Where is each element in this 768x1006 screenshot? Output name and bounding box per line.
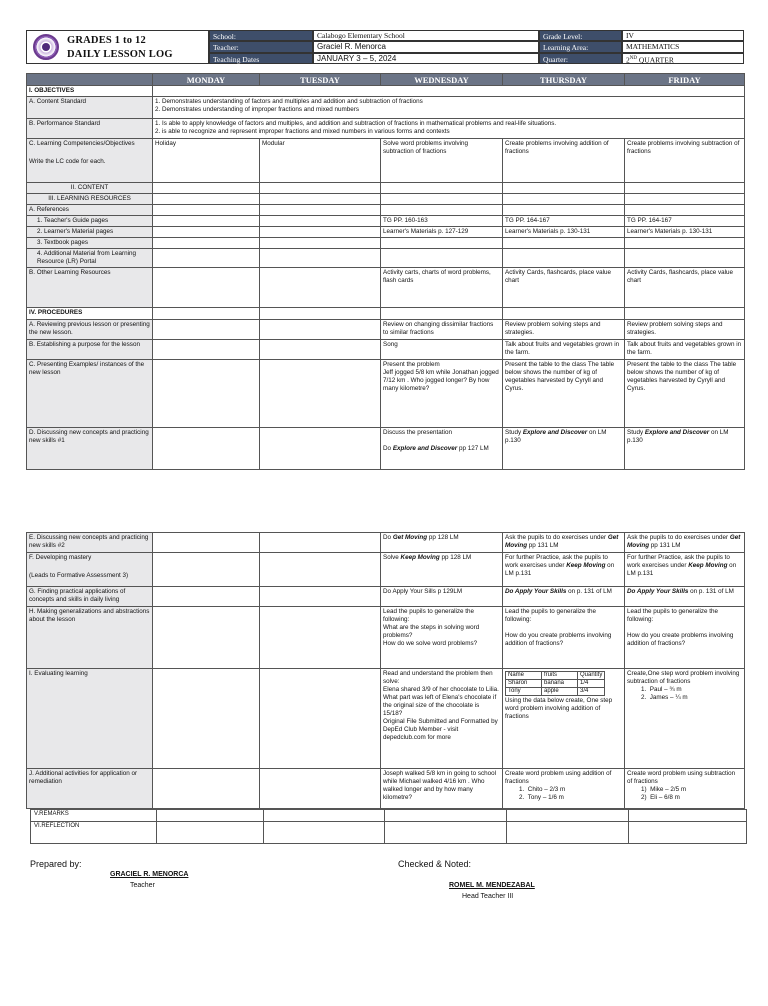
other-thursday: Activity Cards, flashcards, place value chart — [503, 268, 625, 308]
day-header-monday: MONDAY — [153, 74, 260, 86]
lc-monday: Holiday — [153, 139, 260, 183]
content-standard-value: 1. Demonstrates understanding of factors and multiples and addition and subtraction of fractions 2. Demonstrates understanding of improper fractions and mixed numbers — [153, 97, 745, 119]
proc-i-friday: Create,One step word problem involving subtraction of fractions 1. Paul – ¾ m 2. James – ¼ m — [625, 669, 745, 769]
content-standard-label: A. Content Standard — [27, 97, 153, 119]
fruits-table: Name fruits Quantity Sharon banana 1/4 Tony apple 3/4 — [505, 671, 605, 696]
tg-label: 1. Teacher's Guide pages — [27, 216, 153, 227]
proc-d-friday: Study Explore and Discover on LM p.130 — [625, 428, 745, 470]
tg-thursday: TG PP. 164-167 — [503, 216, 625, 227]
proc-g-friday: Do Apply Your Skills on p. 131 of LM — [625, 587, 745, 607]
proc-i-thursday: Name fruits Quantity Sharon banana 1/4 Tony apple 3/4 Using the data below create, One step word problem involving addition of fractions — [503, 669, 625, 769]
lc-tuesday: Modular — [260, 139, 381, 183]
proc-h-wednesday: Lead the pupils to generalize the following: What are the steps in solving word problems? How do we solve word problems? — [381, 607, 503, 669]
teacher-label: Teacher: — [209, 41, 313, 52]
proc-c-thursday: Present the table to the class The table below shows the number of kg of vegetables harvested by Cyryll and Cyrus. — [503, 360, 625, 428]
remarks-table — [30, 809, 747, 844]
proc-e-friday: Ask the pupils to do exercises under Get Moving pp 131 LM — [625, 533, 745, 553]
proc-c-friday: Present the table to the class The table below shows the number of kg of vegetables harvested by Cyryll and Cyrus. — [625, 360, 745, 428]
proc-j-friday: Create word problem using subtraction of fractions 1) Mike – 2/5 m 2) Eli – 6/8 m — [625, 769, 745, 809]
proc-a-wednesday: Review on changing dissimilar fractions to similar fractions — [381, 320, 503, 340]
area-label: Learning Area: — [539, 41, 622, 52]
proc-j-thursday: Create word problem using addition of fractions 1. Chito – 2/3 m 2. Tony – 1/6 m — [503, 769, 625, 809]
lm-label: 2. Learner's Material pages — [27, 227, 153, 238]
proc-i-wednesday: Read and understand the problem then solve: Elena shared 3/9 of her chocolate to Lilia. What part was left of Elena's chocolate if the original size of the chocolate is 15/18? Original File Submitted and Formatted by DepEd Club Member - visit depedclub.com for more — [381, 669, 503, 769]
brand-box — [26, 30, 209, 64]
proc-f-label: F. Developing mastery (Leads to Formative Assessment 3) — [27, 553, 153, 587]
remarks-label: V.REMARKS — [31, 810, 157, 822]
proc-g-label: G. Finding practical applications of concepts and skills in daily living — [27, 587, 153, 607]
day-header-friday: FRIDAY — [625, 74, 745, 86]
proc-c-label: C. Presenting Examples/ instances of the new lesson — [27, 360, 153, 428]
proc-a-friday: Review problem solving steps and strategies. — [625, 320, 745, 340]
reflection-label: VI.REFLECTION — [31, 822, 157, 844]
competencies-label: C. Learning Competencies/Objectives Write the LC code for each. — [27, 139, 153, 183]
header — [26, 30, 744, 64]
proc-h-thursday: Lead the pupils to generalize the following: How do you create problems involving addition of fractions? — [503, 607, 625, 669]
proc-f-wednesday: Solve Keep Moving pp 128 LM — [381, 553, 503, 587]
proc-e-wednesday: Do Get Moving pp 128 LM — [381, 533, 503, 553]
proc-d-label: D. Discussing new concepts and practicing new skills #1 — [27, 428, 153, 470]
day-header-tuesday: TUESDAY — [260, 74, 381, 86]
day-header-wednesday: WEDNESDAY — [381, 74, 503, 86]
lm-wednesday: Learner's Materials p. 127-129 — [381, 227, 503, 238]
textbook-label: 3. Textbook pages — [27, 238, 153, 249]
lesson-log-table-2 — [26, 532, 745, 809]
proc-j-label: J. Additional activities for application or remediation — [27, 769, 153, 809]
performance-standard-label: B. Performance Standard — [27, 119, 153, 139]
proc-e-thursday: Ask the pupils to do exercises under Get Moving pp 131 LM — [503, 533, 625, 553]
day-header-blank — [27, 74, 153, 86]
prepared-by-label: Prepared by: — [30, 859, 82, 869]
proc-c-wednesday: Present the problem Jeff jogged 5/8 km while Jonathan jogged 7/12 km . Who jogged longer? By how many kilometre? — [381, 360, 503, 428]
deped-seal-icon — [33, 34, 59, 60]
proc-d-wednesday: Discuss the presentation Do Explore and Discover pp 127 LM — [381, 428, 503, 470]
proc-i-label: I. Evaluating learning — [27, 669, 153, 769]
quarter-label: Quarter: — [539, 53, 622, 64]
proc-g-thursday: Do Apply Your Skills on p. 131 of LM — [503, 587, 625, 607]
quarter-value: 2ND QUARTER — [622, 53, 744, 64]
checked-by-title: Head Teacher III — [462, 893, 514, 900]
checked-by-label: Checked & Noted: — [398, 859, 472, 869]
lm-thursday: Learner's Materials p. 130-131 — [503, 227, 625, 238]
lm-friday: Learner's Materials p. 130-131 — [625, 227, 745, 238]
checked-by-name: ROMEL M. MENDEZABAL — [449, 882, 535, 889]
other-wednesday: Activity carts, charts of word problems, flash cards — [381, 268, 503, 308]
content-heading: II. CONTENT — [27, 183, 153, 194]
tg-wednesday: TG PP. 160-163 — [381, 216, 503, 227]
proc-a-label: A. Reviewing previous lesson or presenting the new lesson. — [27, 320, 153, 340]
additional-material-label: 4. Additional Material from Learning Resource (LR) Portal — [27, 249, 153, 268]
lc-wednesday: Solve word problems involving subtraction of fractions — [381, 139, 503, 183]
other-friday: Activity Cards, flashcards, place value chart — [625, 268, 745, 308]
procedures-heading: IV. PROCEDURES — [27, 308, 153, 320]
brand-line2: DAILY LESSON LOG — [67, 49, 173, 60]
proc-b-friday: Talk about fruits and vegetables grown in the farm. — [625, 340, 745, 360]
other-resources-label: B. Other Learning Resources — [27, 268, 153, 308]
proc-b-label: B. Establishing a purpose for the lesson — [27, 340, 153, 360]
proc-e-label: E. Discussing new concepts and practicing new skills #2 — [27, 533, 153, 553]
prepared-by-title: Teacher — [130, 882, 155, 889]
lc-thursday: Create problems involving addition of fractions — [503, 139, 625, 183]
proc-d-thursday: Study Explore and Discover on LM p.130 — [503, 428, 625, 470]
dates-value: JANUARY 3 – 5, 2024 — [313, 53, 539, 64]
proc-h-label: H. Making generalizations and abstractions about the lesson — [27, 607, 153, 669]
prepared-by-name: GRACIEL R. MENORCA — [110, 871, 189, 878]
resources-heading: III. LEARNING RESOURCES — [27, 194, 153, 205]
grade-value: IV — [622, 30, 744, 41]
brand-line1: GRADES 1 to 12 — [67, 35, 146, 46]
proc-a-thursday: Review problem solving steps and strategies. — [503, 320, 625, 340]
day-header-thursday: THURSDAY — [503, 74, 625, 86]
tg-friday: TG PP. 164-167 — [625, 216, 745, 227]
proc-f-friday: For further Practice, ask the pupils to work exercises under Keep Moving on LM p.131 — [625, 553, 745, 587]
proc-b-thursday: Talk about fruits and vegetables grown in the farm. — [503, 340, 625, 360]
header-info-grid — [209, 30, 744, 64]
proc-h-friday: Lead the pupils to generalize the following: How do you create problems involving addition of fractions? — [625, 607, 745, 669]
proc-j-wednesday: Joseph walked 5/8 km in going to school while Michael walked 4/16 km . Who walked longer and by how many kilometre? — [381, 769, 503, 809]
teacher-value: Graciel R. Menorca — [313, 41, 539, 52]
references-label: A. References — [27, 205, 153, 216]
grade-label: Grade Level: — [539, 30, 622, 41]
school-label: School: — [209, 30, 313, 41]
lc-friday: Create problems involving subtraction of fractions — [625, 139, 745, 183]
area-value: MATHEMATICS — [622, 41, 744, 52]
performance-standard-value: 1. Is able to apply knowledge of factors and multiples, and addition and subtraction of fractions in mathematical problems and real-life situations. 2. is able to recognize and represent improper fractions and mixed numbers in various forms and contexts — [153, 119, 745, 139]
lesson-log-table-1 — [26, 73, 745, 470]
dates-label: Teaching Dates — [209, 53, 313, 64]
proc-g-wednesday: Do Apply Your Sills p 129LM — [381, 587, 503, 607]
objectives-heading: I. OBJECTIVES — [27, 86, 153, 97]
proc-b-wednesday: Song — [381, 340, 503, 360]
school-value: Calabogo Elementary School — [313, 30, 539, 41]
proc-f-thursday: For further Practice, ask the pupils to work exercises under Keep Moving on LM p.131 — [503, 553, 625, 587]
